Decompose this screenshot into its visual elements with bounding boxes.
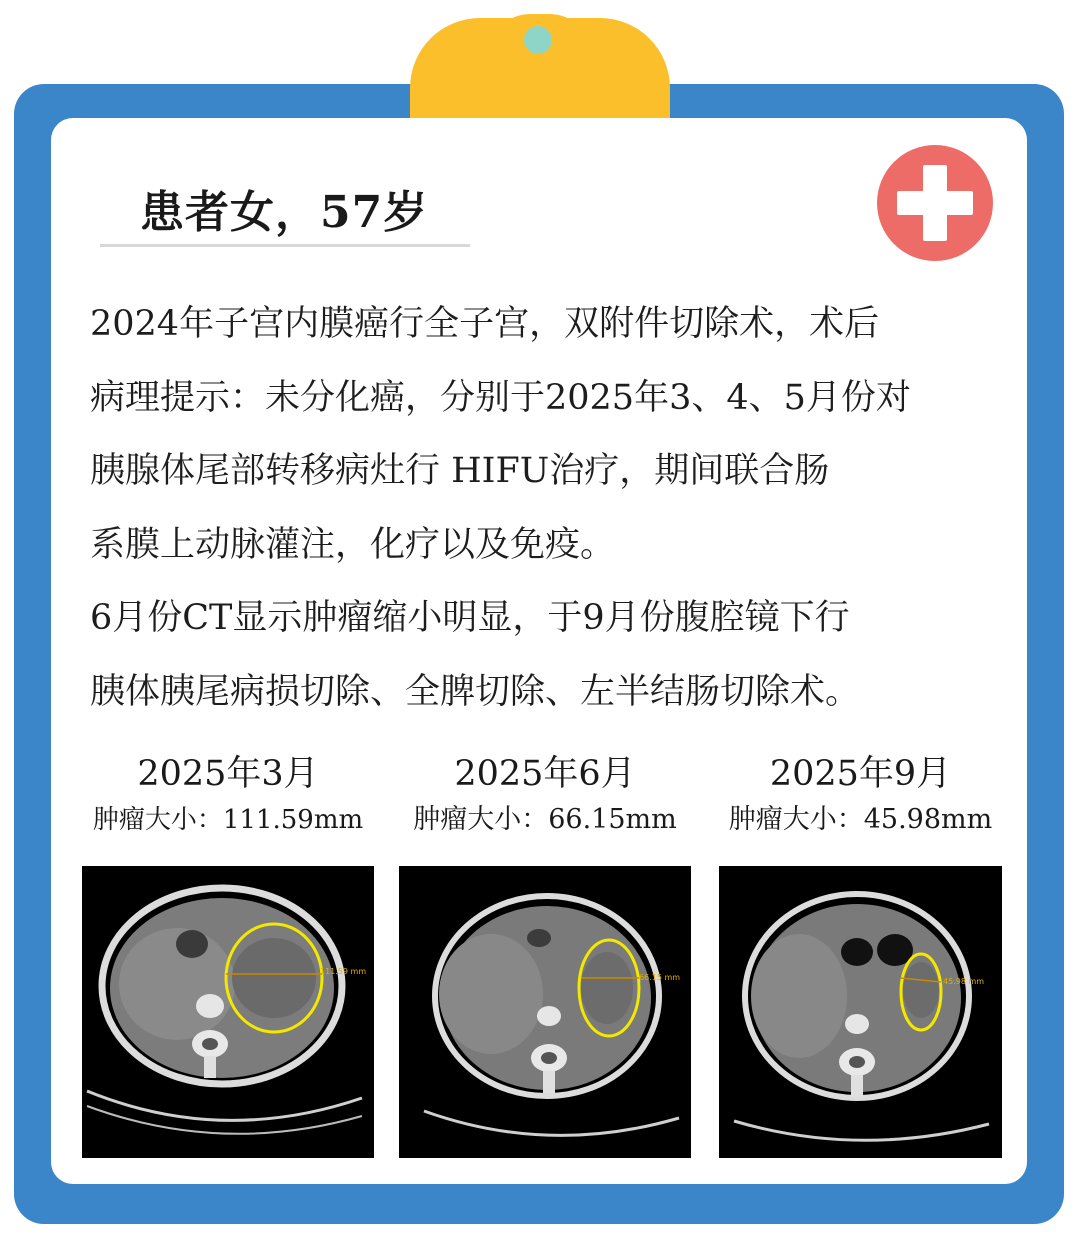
medical-cross-icon [877,145,993,261]
history-line: 系膜上动脉灌注，化疗以及免疫。 [90,524,616,565]
tumor-size-label: 肿瘤大小：111.59mm [92,805,364,835]
title-underline [100,244,470,247]
ct-scan-image [82,866,374,1158]
measurement-label: 45.98 mm [943,977,985,986]
clipboard-clip-hole [524,26,552,54]
scan-date: 2025年6月 [454,754,636,794]
history-line: 胰体胰尾病损切除、全脾切除、左半结肠切除术。 [90,671,861,712]
case-history [90,288,1010,729]
history-line: 6月份CT显示肿瘤缩小明显，于9月份腹腔镜下行 [90,598,850,638]
ct-scan-image [399,866,691,1158]
scan-date: 2025年3月 [137,754,319,794]
cross-horizontal-bar [897,191,973,215]
ct-scan-image [719,866,1002,1158]
history-line: 2024年子宫内膜癌行全子宫，双附件切除术，术后 [90,304,880,344]
measurement-label: 66.15 mm [639,973,681,982]
history-line: 病理提示：未分化癌，分别于2025年3、4、5月份对 [90,377,911,418]
measurement-label: 111.59 mm [320,967,367,976]
scan-date: 2025年9月 [769,754,952,794]
tumor-size-label: 肿瘤大小：45.98mm [728,804,993,835]
scan-panel-mar [82,752,374,1158]
scan-panel-sep [719,752,1002,1158]
scan-panel-jun [399,752,691,1158]
history-line: 胰腺体尾部转移病灶行 HIFU治疗，期间联合肠 [90,451,830,491]
tumor-size-label: 肿瘤大小：66.15mm [413,804,677,835]
patient-title: 患者女，57岁 [140,187,429,238]
